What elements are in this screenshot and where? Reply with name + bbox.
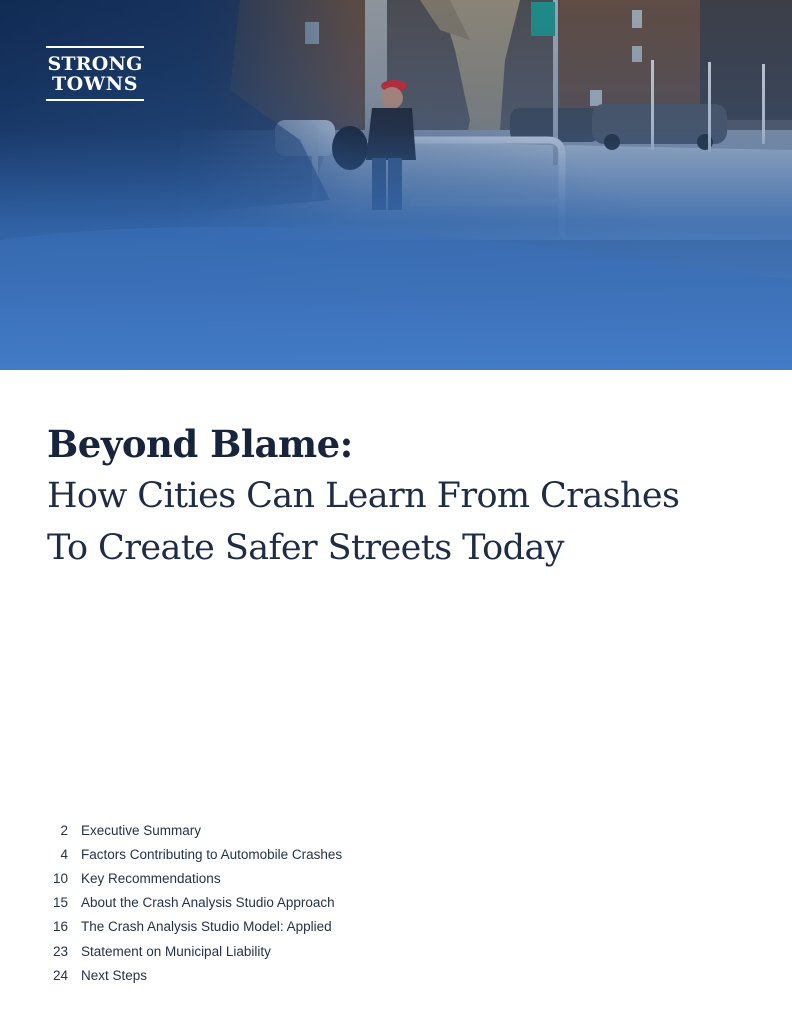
logo-line-1: STRONG: [47, 53, 143, 75]
toc-page-number: 15: [52, 895, 68, 911]
toc-label: About the Crash Analysis Studio Approach: [81, 895, 335, 911]
toc-entry: [40, 891, 460, 915]
title-main: Beyond Blame:: [47, 422, 353, 466]
report-title: [47, 420, 767, 574]
toc-entry: [40, 939, 460, 963]
strong-towns-logo: [46, 46, 144, 101]
subtitle-line-2: To Create Safer Streets Today: [47, 528, 564, 568]
toc-entry: [40, 963, 460, 987]
toc-label: Factors Contributing to Automobile Crashes: [81, 846, 343, 862]
title-subtitle: [47, 470, 767, 574]
toc-page-number: 23: [52, 943, 68, 959]
toc-entry: [40, 842, 460, 866]
toc-label: The Crash Analysis Studio Model: Applied: [81, 919, 332, 935]
toc-page-number: 24: [52, 967, 68, 983]
table-of-contents: [40, 818, 460, 987]
toc-label: Executive Summary: [81, 822, 202, 838]
toc-entry: [40, 818, 460, 842]
hero-photo: [0, 0, 792, 370]
toc-label: Statement on Municipal Liability: [81, 943, 271, 959]
toc-entry: [40, 866, 460, 890]
toc-page-number: 4: [60, 846, 68, 862]
subtitle-line-1: How Cities Can Learn From Crashes: [47, 476, 680, 516]
logo-bottom-rule: [46, 99, 144, 101]
logo-line-2: TOWNS: [51, 73, 139, 95]
logo-top-rule: [46, 46, 144, 48]
toc-label: Key Recommendations: [81, 870, 221, 886]
toc-page-number: 16: [52, 919, 68, 935]
toc-entry: [40, 915, 460, 939]
toc-page-number: 10: [52, 870, 68, 886]
toc-label: Next Steps: [81, 967, 148, 983]
toc-page-number: 2: [60, 822, 68, 838]
